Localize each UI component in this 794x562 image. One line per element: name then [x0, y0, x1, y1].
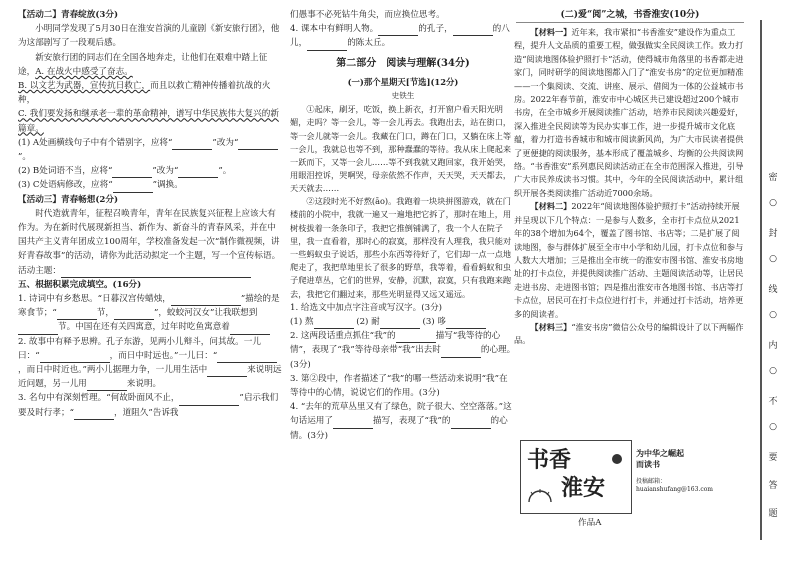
- answer-blank[interactable]: [112, 167, 152, 178]
- reading2-title: (二)爱“阅”之城，书香淮安(10分): [516, 8, 744, 23]
- answer-blank[interactable]: [307, 40, 347, 51]
- poem-question: 1. 诗词中有乡愁思。“日暮汉宫传蜡烛， ”描绘的是寒食节；“ 节， ”，蛟蛟河汉女”让我联想到节。中国在还有关四寓意，过年时吃鱼寓意着: [18, 292, 282, 335]
- reading1-q4: 4. “去年的荒草丛里又有了绿色，院子很大、空空落落。”这句话运用了 描写，表现了“我”的 的心情。(3分): [290, 402, 512, 441]
- artwork-caption: 作品A: [578, 518, 602, 528]
- margin-label: 要: [768, 453, 778, 463]
- artwork-title-2: 淮安: [561, 475, 606, 501]
- artwork-title-1: 书香: [527, 447, 572, 473]
- activity2-text-c: C. 我们要发扬和继承老一辈的革命精神，谱写中华民族伟大复兴的新篇章。: [18, 109, 279, 134]
- sunrise-icon: [527, 489, 553, 503]
- artwork-contact: 投稿邮箱： huaianshufang@163.com: [636, 478, 713, 493]
- answer-blank[interactable]: [61, 267, 251, 278]
- answer-blank[interactable]: [179, 395, 239, 406]
- answer-blank[interactable]: [396, 332, 436, 343]
- reading1-para1: ①起床，刷牙，吃饭，换上新衣，打开窗户看天阳光明媚，走吗？等一会儿，等一会儿再去。我跑出去，站在街口，等一会儿就等一会儿。我藏在门口，蹲在门口，又躺在床上等一会儿，我就总也等不到，那种蠢蠢的等待。我从床上爬起来一跃而下，又等一会儿……等不到我就又跑回家，我开始哭，用眼泪控诉，哭啊哭，母亲依然不作声，天天哭，天天都去，天天就去……: [290, 104, 512, 194]
- reading1-q2: 2. 这两段话重点抓住“我”的 描写“我等待的心情”，表现了“我”等待母亲带“我”出去时 的心理。(3分): [290, 331, 516, 370]
- answer-blank[interactable]: [217, 352, 277, 363]
- answer-blank[interactable]: [230, 324, 270, 335]
- artwork-slogan: 为中华之崛起 而读书: [636, 448, 684, 469]
- reading1-para2: ②这段时光不好熬(āo)。我跑着一块块拼图游戏，就在门楼前的小院中，我就一遍又一遍地把它拆了，那时在地上，用树枝拔着一条条印子，我把它推倒铺满了，我一个人在院子里，我一直看着，那时心的寂寞，那样没有人理我，我只能对一些蚂蚁虫子说话，那些小东西等待好了，它们却一点一点地爬走了，我把草地里长了很多的野草，我等着，看看蚂蚁和虫子爬进草丛，它们的世界，安静，沉默，寂寞，只有我跑来跑去，我把它们翻过来，那些光明显得又远又遥远。: [290, 196, 512, 299]
- margin-dot-icon: ○: [769, 254, 777, 264]
- answer-blank[interactable]: [207, 366, 247, 377]
- material3: 【材料三】“淮安书房”微信公众号的编辑设计了以下两幅作品。: [514, 321, 744, 346]
- answer-blank[interactable]: [87, 380, 127, 391]
- activity2-text-a: 新安旅行团的同志们在全国各地奔走，让他们在艰难中踏上征途，A. 在战火中感受了奋志。: [18, 52, 268, 77]
- reading1-q1-items: (1) 熬 (2) 耐 (3) 哆: [290, 315, 516, 329]
- answer-blank[interactable]: [113, 182, 153, 193]
- answer-blank[interactable]: [378, 25, 418, 36]
- section5-title: 五、根据积累完成填空。(16分): [18, 279, 142, 290]
- column-3: [514, 26, 744, 348]
- material1: 【材料一】近年来，我市紧扣“书香淮安”建设作为重点工程，提升人文品质的重要工程，做强做实全民阅读工作。致力打造“阅读地图体验护照打卡”活动，使得城市角落里的书香都走进家门，同时研学的阅读地图都入门了“淮安书房”的定位更加精准——一个集阅读、交流、讲座、展示、借阅为一体的公益城市书房。2022年春节前，淮安市中心城区共已建设超过200个城市书房，在全市城乡开展阅读推广活动，培养市民阅读兴趣爱好，深入推进全民阅读等为民办实事工作，进一步提升城市文化底蕴，着力打造书香城市和城市阅读新风尚，为广大市民读者提供了更便捷的阅读服务，基本形成了覆盖城乡、均衡的公共阅读网络。“书香淮安”系列惠民阅读活动正在全市范围深入推进，引导广大市民养成读书习惯。其中，今年的全民阅读活动中，累计组织开展各类阅读推广活动近7000余场。: [514, 27, 744, 198]
- activity3-title: 【活动三】青春畅想(2分): [18, 194, 119, 205]
- answer-blank[interactable]: [40, 352, 110, 363]
- margin-label: 密: [768, 173, 778, 183]
- answer-blank[interactable]: [57, 309, 97, 320]
- ink-dot-icon: [612, 454, 622, 464]
- answer-blank[interactable]: [314, 318, 354, 329]
- answer-blank[interactable]: [446, 318, 486, 329]
- activity2-q3: (3) C处语病修改，应将“ ”调换。: [18, 178, 282, 192]
- part2-title: 第二部分 阅读与理解(34分): [336, 57, 470, 69]
- textbook-question: 4. 课本中有鲜明人物。 的孔子， 的八儿， 的陈太丘。: [290, 22, 516, 50]
- reading1-author: 史铁生: [391, 91, 415, 101]
- activity2-q2: (2) B处词语不当，应将“ ”改为“ ”。: [18, 164, 282, 178]
- column-2: [290, 8, 516, 443]
- name-question: 3. 名句中有深刻哲理。“何故卧面风不止， ”启示我们要及时行孝；“ ，道阻久”告诉我: [18, 391, 282, 419]
- activity2-intro: 小明同学发现了5月30日在淮安首演的儿童剧《新安旅行团》，他为这部剧写了一段观后感。: [18, 24, 280, 49]
- col2-top-line: 们愚事不必死钻牛角尖，而应换位思考。: [290, 10, 445, 20]
- reading1-q3: 3. 第②段中，作者描述了“我”的哪一些活动来说明“我”在等待中的心情，说说它们的作用。(3分): [290, 373, 508, 399]
- activity2-text-b: B. 以文艺为武器，宣传抗日救亡，而且以救亡精神传播着抗战的火种，: [18, 81, 271, 106]
- margin-dot-icon: ○: [769, 366, 777, 376]
- reading1-title: (一)那个星期天[节选](12分): [347, 76, 459, 87]
- margin-label: 不: [768, 397, 778, 407]
- column-1: [18, 8, 282, 420]
- answer-blank[interactable]: [172, 139, 212, 150]
- reading1-q1: 1. 给选文中加点字注音或写汉字。(3分): [290, 302, 443, 313]
- answer-blank[interactable]: [18, 324, 58, 335]
- activity2-title: 【活动二】青春绽放(3分): [18, 10, 119, 20]
- activity3-topic: 活动主题：: [18, 264, 282, 278]
- binding-margin: [760, 20, 782, 540]
- margin-dot-icon: ○: [769, 198, 777, 208]
- activity3-text: 时代造就青年，征程召唤青年，青年在民族复兴征程上应该大有作为。为在新时代展现新担当、新作为、新奋斗的青春风采，并在中国共产主义青年团成立100周年，学校准备发起一次“制作微视频，讲好青春故事”的活动，请你为此活动拟定一个主题，写一个宣传标语。: [18, 208, 281, 262]
- answer-blank[interactable]: [451, 418, 491, 429]
- answer-blank[interactable]: [333, 418, 373, 429]
- material2: 【材料二】2022年“阅读地图体验护照打卡”活动持续开展并呈现以下几个特点：一是参与人数多，全市打卡点位从2021年的38个增加为64个，覆盖了图书馆、书店等；二是扩展了阅读地图，参与群体扩展至全市中小学和幼儿园，打卡点位和参与人数大大增加；三是推出全市统一的淮安市图书馆、淮安书房地址的打卡点位，并提供阅读推广活动、主题阅读活动等，让居民走进书房、走进图书馆；四是推出淮安市各地图书馆、书店等打卡点位，居民可在打卡点位进行打卡，并通过打卡活动，培养更多的阅读者。: [514, 201, 744, 319]
- story-question: 2. 故事中有释予思辨。孔子东游，见两小儿辩斗，问其故。一儿曰：“ ，而日中时远也。”一儿曰：“，而日中时近也。”两小儿据理力争，一儿用生活中 来说明远近问题，另一儿用 来说明。: [18, 335, 282, 392]
- answer-blank[interactable]: [238, 139, 278, 150]
- artwork-a: [520, 440, 632, 514]
- answer-blank[interactable]: [171, 295, 241, 306]
- margin-label: 题: [768, 509, 778, 519]
- margin-dot-icon: ○: [769, 422, 777, 432]
- answer-blank[interactable]: [380, 318, 420, 329]
- answer-blank[interactable]: [114, 309, 154, 320]
- answer-blank[interactable]: [453, 25, 493, 36]
- margin-label: 线: [768, 285, 778, 295]
- margin-dot-icon: ○: [769, 310, 777, 320]
- activity2-q1: (1) A处画横线句子中有个错别字，应将“ ”改为“”。: [18, 136, 282, 164]
- margin-label: 内: [768, 341, 778, 351]
- margin-label: 答: [768, 481, 778, 491]
- answer-blank[interactable]: [178, 167, 218, 178]
- answer-blank[interactable]: [74, 409, 114, 420]
- margin-label: 封: [768, 229, 778, 239]
- answer-blank[interactable]: [441, 347, 481, 358]
